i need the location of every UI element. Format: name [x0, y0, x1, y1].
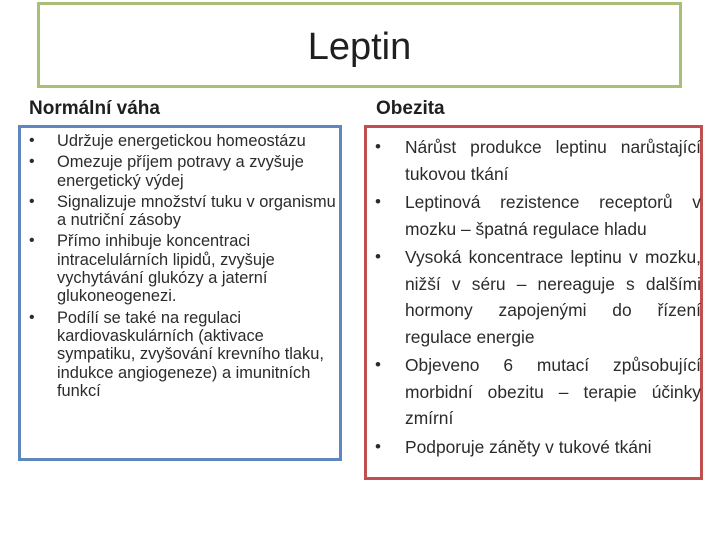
title-box [37, 2, 682, 88]
bullet-icon: • [375, 192, 381, 211]
bullet-icon: • [375, 355, 381, 374]
list-item: • Vysoká koncentrace leptinu v mozku, nižší v séru – nereaguje s dalšími hormony zapojenými do řízení regulace energie [375, 244, 701, 350]
list-item: • Signalizuje množství tuku v organismu a nutriční zásoby [29, 192, 336, 230]
obesity-panel [364, 125, 703, 480]
slide-title: Leptin [307, 25, 412, 68]
list-item: • Omezuje příjem potravy a zvyšuje energetický výdej [29, 153, 304, 190]
bullet-icon: • [29, 308, 35, 326]
list-item: • Přímo inhibuje koncentraci intracelulárních lipidů, zvyšuje vychytávání glukózy a jaterní glukoneogenezi. [29, 232, 275, 306]
list-item: • Leptinová rezistence receptorů v mozku – špatná regulace hladu [375, 189, 701, 242]
heading-normal-weight: Normální váha [29, 98, 160, 119]
bullet-icon: • [375, 247, 381, 266]
list-item: • Udržuje energetickou homeostázu [29, 132, 306, 150]
heading-obesity: Obezita [376, 98, 445, 119]
list-item: • Podílí se také na regulaci kardiovaskulárních (aktivace sympatiku, zvyšování krevního tlaku, indukce angiogeneze) a imunitních funkcí [29, 308, 324, 400]
bullet-icon: • [29, 153, 35, 171]
bullet-icon: • [29, 232, 35, 250]
bullet-icon: • [375, 436, 381, 456]
normal-weight-panel [18, 125, 342, 461]
bullet-icon: • [29, 132, 35, 149]
list-item: • Podporuje záněty v tukové tkáni [375, 434, 701, 461]
normal-weight-list [29, 132, 341, 403]
list-item: • Nárůst produkce leptinu narůstající tukovou tkání [375, 134, 701, 187]
bullet-icon: • [375, 137, 381, 156]
obesity-list [375, 134, 701, 462]
list-item: • Objeveno 6 mutací způsobující morbidní obezitu – terapie účinky zmírní [375, 352, 701, 432]
bullet-icon: • [29, 192, 35, 210]
